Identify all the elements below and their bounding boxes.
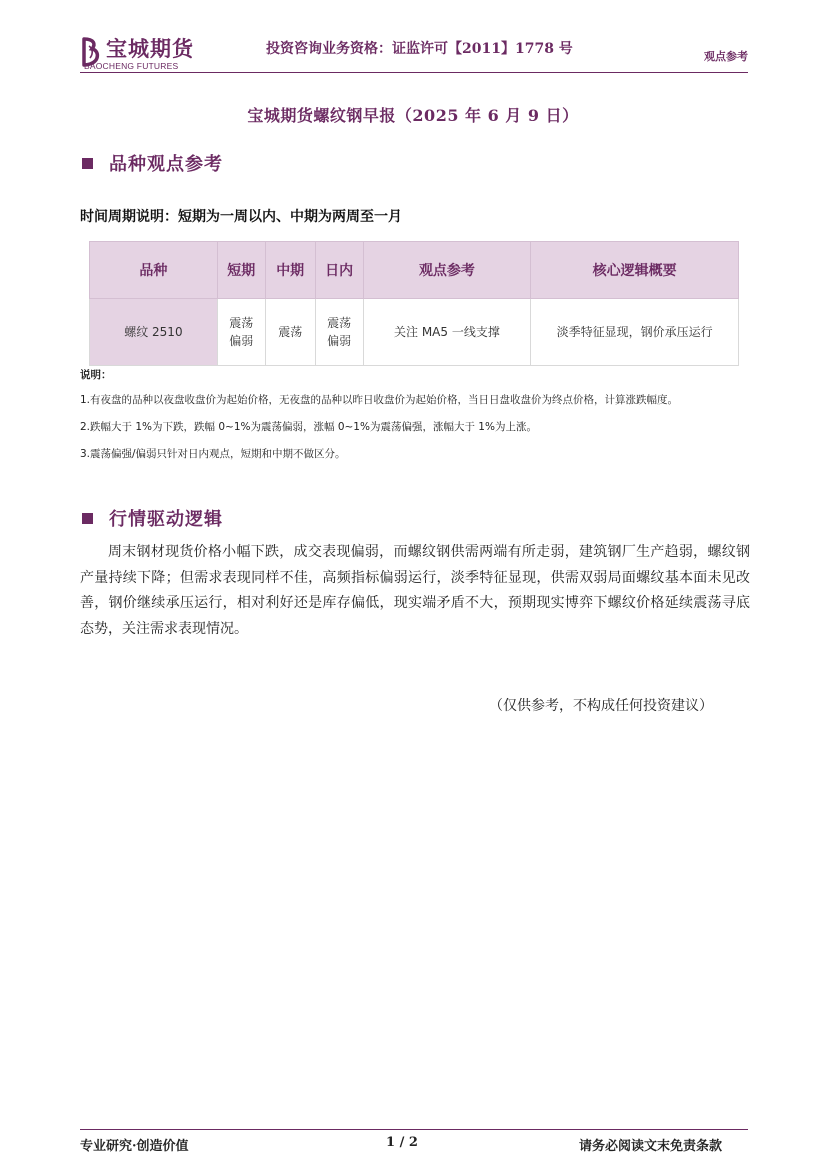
col-header-mid: 中期 <box>265 242 315 299</box>
cell-variety: 螺纹 2510 <box>90 299 218 366</box>
header-label: 观点参考 <box>704 50 748 63</box>
notes-heading: 说明： <box>80 369 112 381</box>
logo-cn-text: 宝城期货 <box>106 36 194 61</box>
cell-short-line2: 偏弱 <box>229 334 254 348</box>
notes-block <box>80 368 750 474</box>
table-header-row <box>90 242 739 299</box>
cell-view: 关注 MA5 一线支撑 <box>363 299 531 366</box>
views-table <box>89 241 739 366</box>
note-2: 2.跌幅大于 1%为下跌，跌幅 0~1%为震荡偏弱，涨幅 0~1%为震荡偏强，涨幅大于 1%为上涨。 <box>80 421 537 433</box>
col-header-view: 观点参考 <box>363 242 531 299</box>
cell-intraday-line1: 震荡 <box>327 316 352 330</box>
note-1: 1.有夜盘的品种以夜盘收盘价为起始价格，无夜盘的品种以昨日收盘价为起始价格，当日日盘收盘价为终点价格，计算涨跌幅度。 <box>80 394 679 406</box>
header-divider <box>80 72 748 73</box>
footer-slogan: 专业研究·创造价值 <box>80 1139 189 1154</box>
col-header-intraday: 日内 <box>315 242 363 299</box>
col-header-variety: 品种 <box>90 242 218 299</box>
page-number: 1 / 2 <box>386 1135 418 1150</box>
company-logo <box>80 36 210 72</box>
section-bullet-icon <box>82 513 93 524</box>
cell-logic: 淡季特征显现，钢价承压运行 <box>531 299 739 366</box>
license-text: 投资咨询业务资格：证监许可【2011】1778 号 <box>266 41 573 57</box>
cell-mid: 震荡 <box>265 299 315 366</box>
section-title: 行情驱动逻辑 <box>109 509 223 530</box>
cell-short <box>217 299 265 366</box>
table-row <box>90 299 739 366</box>
section-bullet-icon <box>82 158 93 169</box>
note-3: 3.震荡偏强/偏弱只针对日内观点，短期和中期不做区分。 <box>80 448 346 460</box>
footer-divider <box>80 1129 748 1130</box>
cell-short-line1: 震荡 <box>229 316 254 330</box>
disclaimer-text: （仅供参考，不构成任何投资建议） <box>489 698 713 714</box>
section-heading-views <box>82 150 223 176</box>
cell-intraday-line2: 偏弱 <box>327 334 352 348</box>
section-heading-logic <box>82 505 223 531</box>
cell-intraday <box>315 299 363 366</box>
period-note: 时间周期说明：短期为一周以内、中期为两周至一月 <box>80 209 402 225</box>
market-logic-paragraph: 周末钢材现货价格小幅下跌，成交表现偏弱，而螺纹钢供需两端有所走弱，建筑钢厂生产趋弱，螺纹钢产量持续下降；但需求表现同样不佳，高频指标偏弱运行，淡季特征显现，供需双弱局面螺纹基本面未见改善，钢价继续承压运行，相对利好还是库存偏低，现实端矛盾不大，预期现实博弈下螺纹价格延续震荡寻底态势，关注需求表现情况。 <box>80 544 750 637</box>
page-header <box>80 36 748 72</box>
report-title: 宝城期货螺纹钢早报（2025 年 6 月 9 日） <box>247 106 579 125</box>
col-header-logic: 核心逻辑概要 <box>531 242 739 299</box>
col-header-short: 短期 <box>217 242 265 299</box>
logo-en-text: BAOCHENG FUTURES <box>84 61 179 71</box>
footer-disclaimer-link: 请务必阅读文末免责条款 <box>578 1139 722 1154</box>
section-title: 品种观点参考 <box>109 154 223 175</box>
